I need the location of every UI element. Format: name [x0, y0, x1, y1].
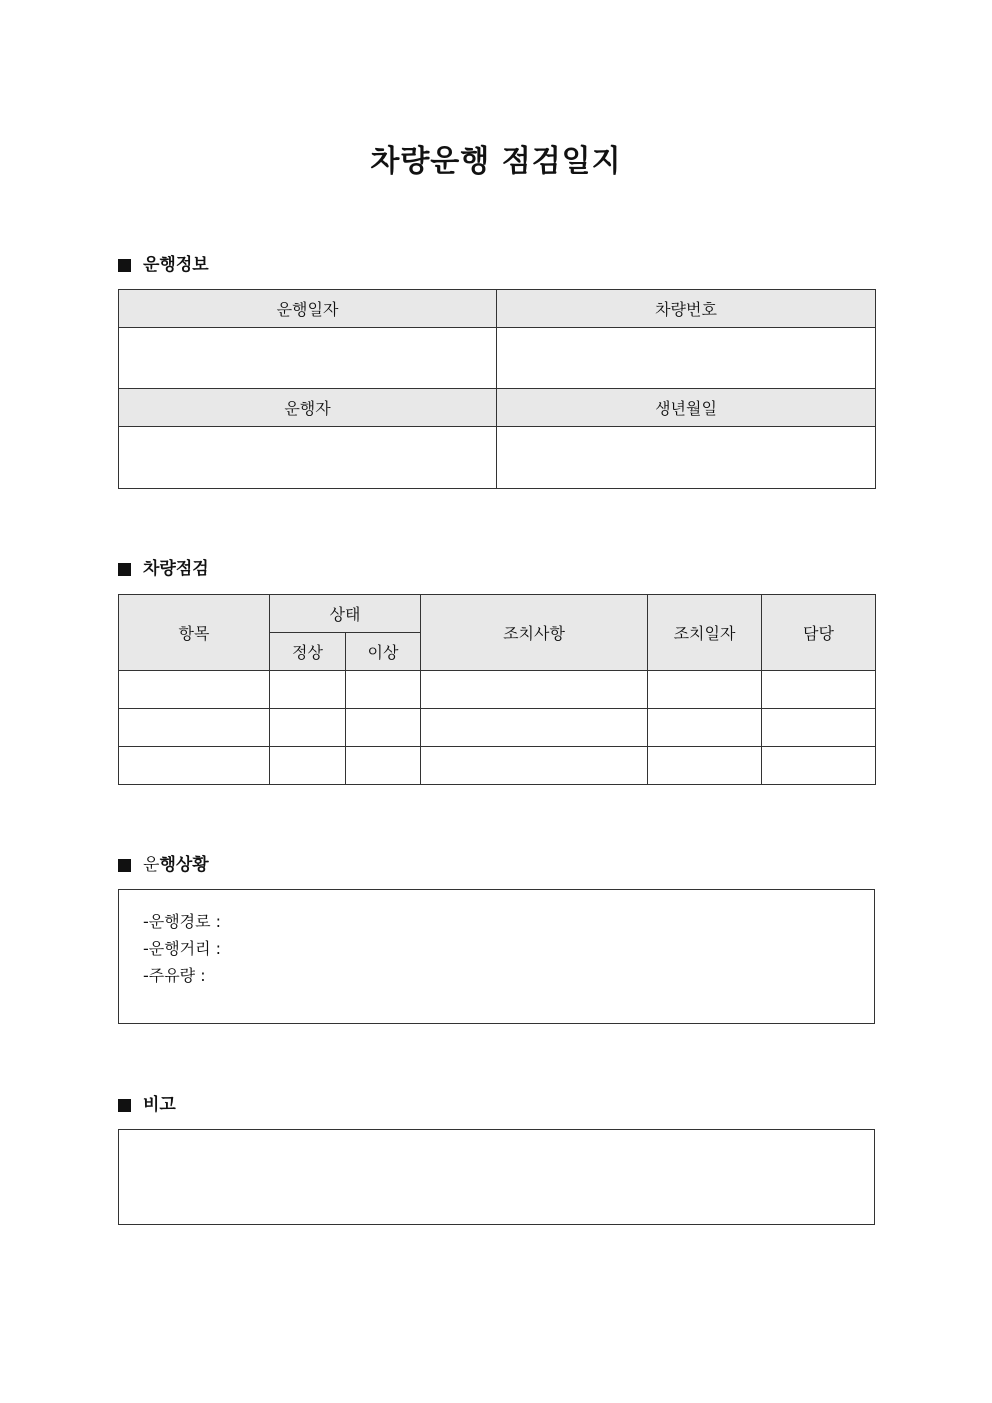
- table-row: [119, 747, 876, 785]
- route-line: -운행경로 :: [143, 912, 222, 931]
- section-heading-inspection: [118, 557, 209, 581]
- normal-cell[interactable]: [270, 671, 346, 709]
- notes-box[interactable]: [118, 1129, 875, 1225]
- plate-header: 차량번호: [497, 290, 876, 328]
- manager-header: 담당: [762, 595, 876, 671]
- status-box[interactable]: [118, 889, 875, 1024]
- birth-field[interactable]: [497, 427, 876, 489]
- manager-cell[interactable]: [762, 709, 876, 747]
- abnormal-cell[interactable]: [346, 747, 421, 785]
- section-heading-info: [118, 253, 209, 277]
- action-date-cell[interactable]: [648, 709, 762, 747]
- section-heading-notes: [118, 1093, 176, 1117]
- action-date-cell[interactable]: [648, 747, 762, 785]
- square-bullet-icon: [118, 259, 131, 272]
- item-header: 항목: [119, 595, 270, 671]
- section-label: 차량점검: [143, 559, 209, 579]
- section-label: 운행정보: [143, 255, 209, 275]
- manager-cell[interactable]: [762, 671, 876, 709]
- section-label-rest: 행상황: [159, 855, 209, 875]
- section-label-first: 운: [143, 855, 160, 875]
- normal-header: 정상: [270, 633, 346, 671]
- manager-cell[interactable]: [762, 747, 876, 785]
- date-header: 운행일자: [119, 290, 497, 328]
- abnormal-header: 이상: [346, 633, 421, 671]
- driver-header: 운행자: [119, 389, 497, 427]
- square-bullet-icon: [118, 859, 131, 872]
- item-cell[interactable]: [119, 747, 270, 785]
- state-header: 상태: [270, 595, 421, 633]
- square-bullet-icon: [118, 1099, 131, 1112]
- normal-cell[interactable]: [270, 747, 346, 785]
- action-date-cell[interactable]: [648, 671, 762, 709]
- action-cell[interactable]: [421, 747, 648, 785]
- plate-field[interactable]: [497, 328, 876, 389]
- normal-cell[interactable]: [270, 709, 346, 747]
- date-field[interactable]: [119, 328, 497, 389]
- distance-line: -운행거리 :: [143, 939, 222, 958]
- abnormal-cell[interactable]: [346, 671, 421, 709]
- section-heading-status: [118, 853, 209, 877]
- inspection-table: [118, 594, 876, 785]
- info-table: [118, 289, 876, 489]
- item-cell[interactable]: [119, 709, 270, 747]
- action-cell[interactable]: [421, 671, 648, 709]
- square-bullet-icon: [118, 563, 131, 576]
- abnormal-cell[interactable]: [346, 709, 421, 747]
- birth-header: 생년월일: [497, 389, 876, 427]
- table-row: [119, 709, 876, 747]
- driver-field[interactable]: [119, 427, 497, 489]
- section-label: 비고: [143, 1095, 176, 1115]
- fuel-line: -주유량 :: [143, 966, 206, 985]
- table-row: [119, 671, 876, 709]
- action-header: 조치사항: [421, 595, 648, 671]
- action-cell[interactable]: [421, 709, 648, 747]
- page-title: 차량운행 점검일지: [370, 144, 622, 179]
- item-cell[interactable]: [119, 671, 270, 709]
- action-date-header: 조치일자: [648, 595, 762, 671]
